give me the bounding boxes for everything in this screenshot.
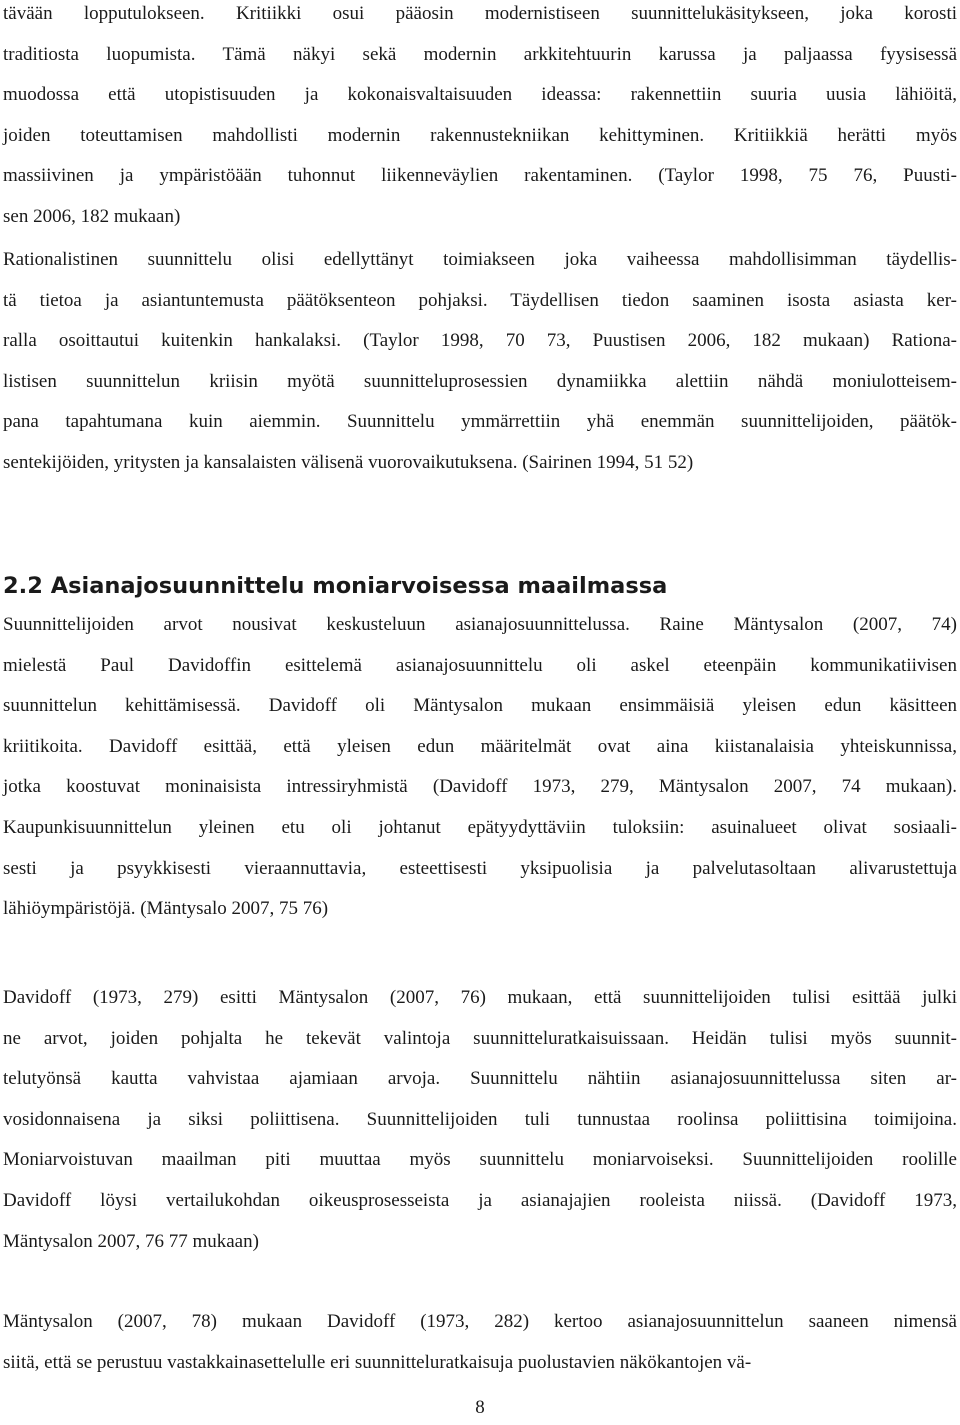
- text-line: lähiöympäristöjä. (Mäntysalo 2007, 75 76): [3, 898, 329, 920]
- text-line: listisen suunnittelun kriisin myötä suunnitteluprosessien dynamiikka alettiin nähdä moniulotteisem-: [3, 370, 957, 392]
- text-line: Moniarvoistuvan maailman piti muuttaa myös suunnittelu moniarvoiseksi. Suunnittelijoiden roolille: [3, 1149, 957, 1171]
- text-line: Mäntysalon (2007, 78) mukaan Davidoff (1973, 282) kertoo asianajosuunnittelun saaneen nimensä: [3, 1311, 957, 1332]
- page-number: 8: [475, 1397, 485, 1418]
- text-line: sentekijöiden, yritysten ja kansalaisten välisenä vuorovaikutuksena. (Sairinen 1994, 51 52): [3, 451, 694, 473]
- text-line: vosidonnaisena ja siksi poliittisena. Suunnittelijoiden tuli tunnustaa roolinsa poliittisina toimijoina.: [3, 1108, 957, 1130]
- text-line: Davidoff (1973, 279) esitti Mäntysalon (2007, 76) mukaan, että suunnittelijoiden tulisi esittää julki: [3, 987, 957, 1008]
- text-line: tä tietoa ja asiantuntemusta päätöksenteon pohjaksi. Täydellisen tiedon saaminen isosta asiasta ker-: [3, 289, 957, 311]
- text-line: traditiosta luopumista. Tämä näkyi sekä modernin arkkitehtuurin karussa ja paljaassa fyysisessä: [3, 43, 957, 65]
- text-line: siitä, että se perustuu vastakkainasettelulle eri suunnitteluratkaisuja puolustavien näkökantojen vä-: [3, 1351, 752, 1373]
- text-line: Kaupunkisuunnittelun yleinen etu oli johtanut epätyydyttäviin tuloksiin: asuinalueet olivat sosiaali-: [3, 816, 957, 838]
- text-line: pana tapahtumana kuin aiemmin. Suunnittelu ymmärrettiin yhä enemmän suunnittelijoiden, päätök-: [3, 411, 957, 433]
- text-line: ralla osoittautui kuitenkin hankalaksi. (Taylor 1998, 70 73, Puustisen 2006, 182 mukaan) Rationa-: [3, 330, 957, 352]
- paragraph-planner-values: [3, 605, 957, 930]
- text-line: joiden toteuttamisen mahdollisti modernin rakennustekniikan kehittyminen. Kritiikkiä herätti myös: [3, 124, 957, 146]
- paragraph-davidoff-values: [3, 978, 957, 1262]
- paragraph-advocacy-name: [3, 1302, 957, 1383]
- text-line: muodossa että utopistisuuden ja kokonaisvaltaisuuden ideassa: rakennettiin suuria uusia lähiöitä,: [3, 84, 957, 106]
- text-line: sesti ja psyykkisesti vieraannuttavia, esteettisesti yksipuolisia ja palvelutasoltaan alivarustettuja: [3, 857, 957, 879]
- section-heading: 2.2 Asianajosuunnittelu moniarvoisessa maailmassa: [3, 573, 668, 599]
- text-line: Rationalistinen suunnittelu olisi edellyttänyt toimiakseen joka vaiheessa mahdollisimman täydellis-: [3, 249, 957, 270]
- text-line: kriitikoita. Davidoff esittää, että yleisen edun määritelmät ovat aina kiistanalaisia yhteiskunnissa,: [3, 735, 957, 757]
- text-line: suunnittelun kehittämisessä. Davidoff oli Mäntysalon mukaan ensimmäisiä yleisen edun käsitteen: [3, 695, 957, 717]
- text-line: Mäntysalon 2007, 76 77 mukaan): [3, 1230, 259, 1252]
- text-line: jotka koostuvat moninaisista intressiryhmistä (Davidoff 1973, 279, Mäntysalon 2007, 74 mukaan).: [3, 776, 957, 798]
- text-line: mielestä Paul Davidoffin esittelemä asianajosuunnittelu oli askel eteenpäin kommunikatiivisen: [3, 654, 957, 676]
- text-line: Suunnittelijoiden arvot nousivat keskusteluun asianajosuunnittelussa. Raine Mäntysalon (2007, 74): [3, 614, 957, 635]
- text-line: telutyönsä kautta vahvistaa ajamiaan arvoja. Suunnittelu nähtiin asianajosuunnittelussa siten ar-: [3, 1068, 957, 1090]
- text-line: tävään lopputulokseen. Kritiikki osui pääosin modernistiseen suunnittelukäsitykseen, joka korosti: [3, 3, 957, 24]
- text-line: ne arvot, joiden pohjalta he tekevät valintoja suunnitteluratkaisuissaan. Heidän tulisi myös suunnit-: [3, 1027, 957, 1049]
- paragraph-rationalist-planning: [3, 240, 957, 484]
- text-line: Davidoff löysi vertailukohdan oikeusprosesseista ja asianajajien rooleista niissä. (Davidoff 1973,: [3, 1189, 957, 1211]
- text-line: massiivinen ja ympäristöään tuhonnut liikenneväylien rakentaminen. (Taylor 1998, 75 76, Puusti-: [3, 165, 957, 187]
- paragraph-critique: [3, 0, 957, 238]
- text-line: sen 2006, 182 mukaan): [3, 205, 181, 227]
